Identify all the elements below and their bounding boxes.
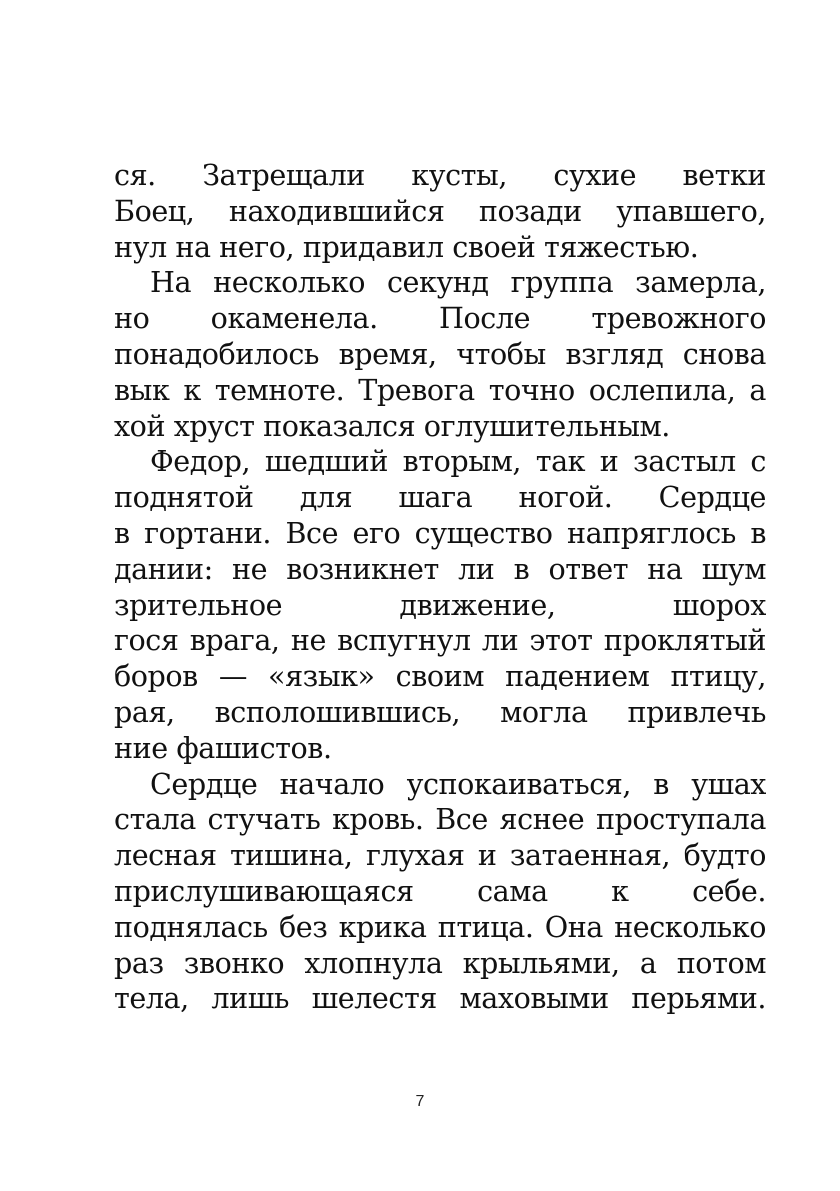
text-line: прислушивающаяся сама к себе. bbox=[114, 873, 766, 908]
text-line: раз звонко хлопнула крыльями, а потом bbox=[114, 945, 766, 980]
text-line: поднятой для шага ногой. Сердце bbox=[114, 480, 766, 515]
body-text bbox=[114, 158, 766, 1017]
text-line: стала стучать кровь. Все яснее проступала bbox=[114, 802, 766, 837]
text-line: тела, лишь шелестя маховыми перьями. bbox=[114, 981, 766, 1016]
text-line: ся. Затрещали кусты, сухие ветки bbox=[114, 158, 766, 192]
text-line: рая, всполошившись, могла привлечь bbox=[114, 694, 766, 729]
text-line: понадобилось время, чтобы взгляд снова bbox=[114, 336, 766, 371]
text-line: дании: не возникнет ли в ответ на шум bbox=[114, 551, 766, 586]
text-line: боров — «язык» своим падением птицу, bbox=[114, 659, 766, 694]
text-line: но окаменела. После тревожного bbox=[114, 301, 766, 336]
text-line: поднялась без крика птица. Она несколько bbox=[114, 909, 766, 944]
paragraph bbox=[114, 767, 766, 1018]
text-line: хой хруст показался оглушительным. bbox=[114, 408, 670, 443]
text-line: вык к темноте. Тревога точно ослепила, а bbox=[114, 372, 766, 407]
text-line: Боец, находившийся позади упавшего, bbox=[114, 193, 766, 228]
page-number: 7 bbox=[415, 1093, 425, 1110]
text-line: На несколько секунд группа замерла, bbox=[150, 265, 766, 300]
text-line: лесная тишина, глухая и затаенная, будто bbox=[114, 838, 766, 873]
paragraph bbox=[114, 158, 766, 265]
text-line: Федор, шедший вторым, так и застыл с bbox=[150, 444, 766, 479]
text-line: нул на него, придавил своей тяжестью. bbox=[114, 229, 699, 264]
text-line: ние фашистов. bbox=[114, 730, 332, 765]
text-line: гося врага, не вспугнул ли этот проклятый bbox=[114, 623, 766, 658]
paragraph bbox=[114, 265, 766, 444]
text-line: Сердце начало успокаиваться, в ушах bbox=[150, 766, 766, 801]
text-line: зрительное движение, шорох bbox=[114, 587, 766, 622]
paragraph bbox=[114, 444, 766, 766]
text-line: в гортани. Все его существо напряглось в bbox=[114, 515, 766, 550]
